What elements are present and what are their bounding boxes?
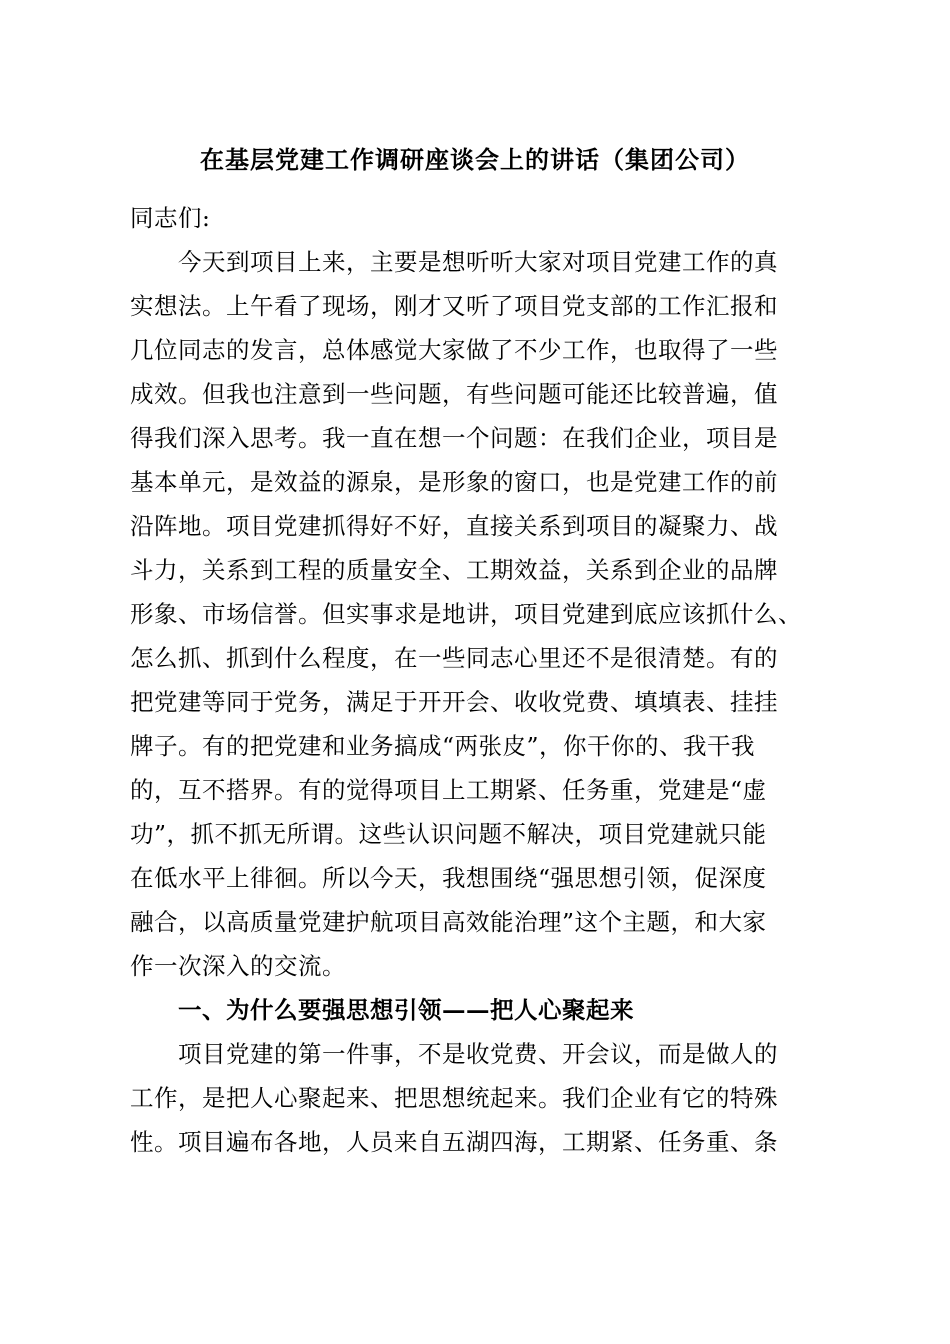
text-line: 沿阵地。项目党建抓得好不好，直接关系到项目的凝聚力、战 <box>130 512 778 540</box>
text-line: 怎么抓、抓到什么程度，在一些同志心里还不是很清楚。有的 <box>130 644 778 672</box>
text-line: 在低水平上徘徊。所以今天，我想围绕“强思想引领，促深度 <box>130 864 767 892</box>
text-line: 项目党建的第一件事，不是收党费、开会议，而是做人的 <box>178 1040 778 1068</box>
text-line: 形象、市场信誉。但实事求是地讲，项目党建到底应该抓什么、 <box>130 600 802 628</box>
text-line: 今天到项目上来，主要是想听听大家对项目党建工作的真 <box>178 248 778 276</box>
text-line: 同志们: <box>130 204 211 232</box>
text-line: 性。项目遍布各地，人员来自五湖四海，工期紧、任务重、条 <box>130 1128 778 1156</box>
text-line: 得我们深入思考。我一直在想一个问题：在我们企业，项目是 <box>130 424 778 452</box>
text-line: 工作，是把人心聚起来、把思想统起来。我们企业有它的特殊 <box>130 1084 778 1112</box>
text-line: 的，互不搭界。有的觉得项目上工期紧、任务重，党建是“虚 <box>130 776 767 804</box>
text-line: 斗力，关系到工程的质量安全、工期效益，关系到企业的品牌 <box>130 556 778 584</box>
text-line: 牌子。有的把党建和业务搞成“两张皮”，你干你的、我干我 <box>130 732 756 760</box>
text-line: 成效。但我也注意到一些问题，有些问题可能还比较普遍，值 <box>130 380 778 408</box>
document-body <box>130 196 830 1164</box>
text-line: 实想法。上午看了现场，刚才又听了项目党支部的工作汇报和 <box>130 292 778 320</box>
text-line: 融合，以高质量党建护航项目高效能治理”这个主题，和大家 <box>130 908 767 936</box>
text-line: 作一次深入的交流。 <box>130 952 346 980</box>
text-line: 几位同志的发言，总体感觉大家做了不少工作，也取得了一些 <box>130 336 778 364</box>
text-line: 基本单元，是效益的源泉，是形象的窗口，也是党建工作的前 <box>130 468 778 496</box>
document-title: 在基层党建工作调研座谈会上的讲话（集团公司） <box>200 145 750 174</box>
section-heading: 一、为什么要强思想引领——把人心聚起来 <box>178 996 634 1024</box>
text-line: 功”，抓不抓无所谓。这些认识问题不解决，项目党建就只能 <box>130 820 767 848</box>
text-line: 把党建等同于党务，满足于开开会、收收党费、填填表、挂挂 <box>130 688 778 716</box>
